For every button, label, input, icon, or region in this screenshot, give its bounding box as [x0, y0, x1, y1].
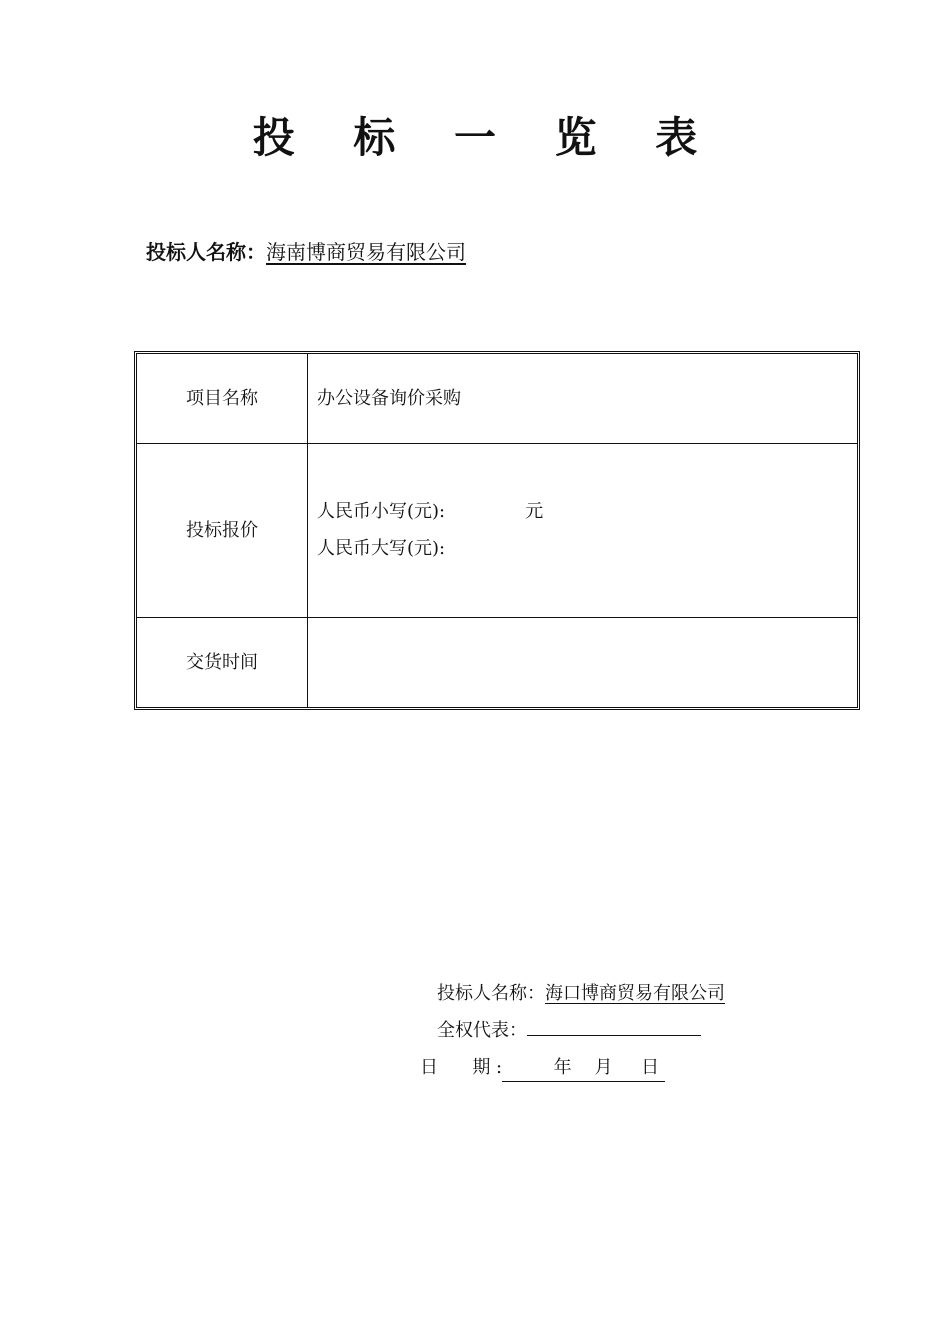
delivery-time-label: 交货时间 [137, 618, 308, 707]
document-title: 投 标 一 览 表 [252, 113, 720, 162]
bid-price-value [308, 443, 858, 617]
signature-date-label: 日 期 : [420, 1057, 503, 1078]
project-name-value: 办公设备询价采购 [308, 354, 858, 443]
signature-rep-blank[interactable] [527, 1017, 701, 1036]
signature-date-fields[interactable]: 年 月 日 [502, 1055, 665, 1082]
delivery-time-value [308, 618, 858, 707]
bid-summary-table [134, 351, 860, 710]
amount-uppercase-line: 人民币大写(元): [317, 538, 446, 560]
bidder-name-label: 投标人名称： [146, 240, 266, 264]
table-row [137, 618, 857, 707]
table-row [137, 354, 857, 443]
signature-rep-label: 全权代表： [437, 1020, 527, 1041]
signature-block [420, 975, 725, 1086]
signature-bidder-row [420, 975, 725, 1012]
bidder-name-line [146, 238, 466, 266]
project-name-label: 项目名称 [137, 354, 308, 443]
signature-bidder-value: 海口博商贸易有限公司 [545, 983, 725, 1004]
table-row [137, 443, 857, 617]
amount-lowercase-line: 人民币小写(元): 元 [317, 501, 544, 523]
bid-price-label: 投标报价 [137, 443, 308, 617]
signature-rep-row [420, 1012, 725, 1049]
bidder-name-value: 海南博商贸易有限公司 [266, 240, 466, 264]
signature-date-row [420, 1049, 725, 1086]
signature-bidder-label: 投标人名称： [437, 983, 545, 1004]
